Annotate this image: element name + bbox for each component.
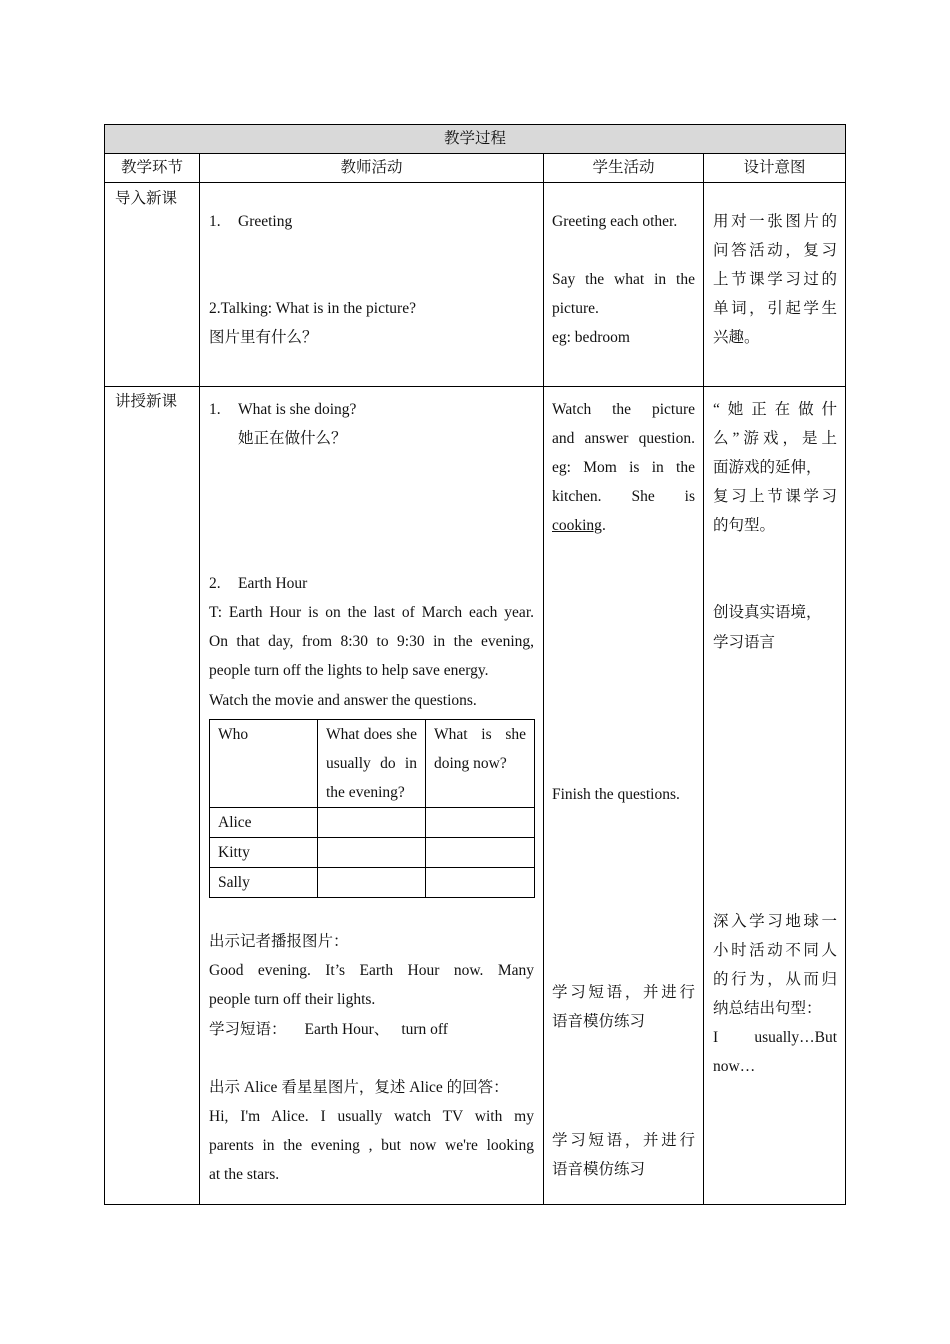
intent-line: 问答活动，复习 (713, 242, 838, 260)
earth-hour-text: T: Earth Hour is on the last of March each year. (209, 604, 534, 622)
teacher-question-cn: 她正在做什么？ (238, 430, 347, 448)
stage-cell (105, 183, 200, 387)
student-line: Finish the questions. (552, 786, 680, 804)
intent-line: 创设真实语境， (713, 604, 822, 622)
intent-line: 用对一张图片的 (713, 213, 838, 230)
student-line: eg: bedroom (552, 329, 630, 347)
student-line: 语音模仿练习 (552, 1012, 646, 1030)
intent-line: 面游戏的延伸， (713, 459, 822, 477)
inner-empty-cell (426, 838, 535, 868)
stage-label: 讲授新课 (115, 393, 178, 410)
intent-line: 兴趣。 (713, 329, 760, 347)
intent-line: 的句型。 (713, 517, 776, 535)
phrase-line: 学习短语： Earth Hour、 turn off (209, 1020, 448, 1038)
earth-hour-text: On that day, from 8:30 to 9:30 in the evening, (209, 633, 534, 651)
teacher-item: 2.Talking: What is in the picture? (209, 300, 416, 318)
alice-cn: 出示 Alice 看星星图片，复述 Alice 的回答： (209, 1078, 509, 1096)
student-cell (544, 183, 704, 387)
teaching-process-table (104, 124, 846, 1205)
reporter-en: Good evening. It’s Earth Hour now. Many (209, 962, 534, 980)
teacher-question: 1. What is she doing? (209, 401, 357, 418)
alice-en: at the stars. (209, 1165, 280, 1183)
intent-line: 复习上节课学习 (713, 488, 838, 506)
intent-line: 学习语言 (713, 633, 776, 651)
student-line: 学习短语，并进行 (552, 1131, 695, 1149)
intent-line: I usually…But (713, 1029, 838, 1047)
inner-empty-cell (426, 868, 535, 898)
inner-empty-cell (318, 807, 426, 837)
student-line: kitchen. She is (552, 488, 695, 506)
col-header-intent: 设计意图 (704, 154, 846, 183)
inner-header: What is she doing now? (426, 719, 535, 807)
student-line: and answer question. (552, 430, 695, 448)
alice-en: parents in the evening , but now we're looking (209, 1136, 534, 1154)
inner-name-cell: Sally (210, 868, 318, 898)
teacher-item: 2. Earth Hour (209, 575, 308, 593)
inner-header: What does she usually do in the evening? (318, 719, 426, 807)
student-line: 学习短语，并进行 (552, 983, 695, 1001)
teacher-item: 1. Greeting (209, 213, 293, 230)
teacher-cell (200, 183, 544, 387)
student-line: Watch the picture (552, 401, 695, 418)
student-line: Say the what in the (552, 271, 695, 289)
stage-cell (105, 387, 200, 1205)
earth-hour-text: Watch the movie and answer the questions. (209, 691, 477, 709)
inner-name-cell: Alice (210, 807, 318, 837)
stage-label: 导入新课 (115, 190, 178, 207)
reporter-cn: 出示记者播报图片： (209, 933, 349, 951)
inner-empty-cell (318, 868, 426, 898)
inner-name-cell: Kitty (210, 838, 318, 868)
alice-en: Hi, I'm Alice. I usually watch TV with my (209, 1107, 534, 1125)
intent-line: 么”游戏，是上 (713, 430, 838, 448)
intent-cell (704, 387, 846, 1205)
student-line: 语音模仿练习 (552, 1160, 646, 1178)
intent-line: 的行为，从而归 (713, 970, 838, 988)
table-title: 教学过程 (105, 125, 846, 154)
teacher-item-cn: 图片里有什么？ (209, 329, 318, 347)
col-header-stage: 教学环节 (105, 154, 200, 183)
intent-line: now… (713, 1058, 756, 1076)
teacher-cell (200, 387, 544, 1205)
inner-empty-cell (426, 807, 535, 837)
student-line: eg: Mom is in the (552, 459, 695, 477)
inner-empty-cell (318, 838, 426, 868)
student-line: picture. (552, 300, 599, 318)
student-line: Greeting each other. (552, 213, 678, 230)
inner-header: Who (210, 719, 318, 807)
intent-line: 小时活动不同人 (713, 941, 838, 959)
questions-table (209, 719, 535, 899)
intent-line: 单词，引起学生 (713, 300, 838, 318)
col-header-student: 学生活动 (544, 154, 704, 183)
intent-line: “她正在做什 (713, 401, 838, 418)
reporter-en: people turn off their lights. (209, 991, 376, 1009)
intent-cell (704, 183, 846, 387)
intent-line: 上节课学习过的 (713, 271, 838, 289)
student-line: cooking. (552, 517, 606, 535)
earth-hour-text: people turn off the lights to help save energy. (209, 662, 489, 680)
student-cell (544, 387, 704, 1205)
intent-line: 纳总结出句型： (713, 999, 822, 1017)
intent-line: 深入学习地球一 (713, 912, 838, 930)
col-header-teacher: 教师活动 (200, 154, 544, 183)
